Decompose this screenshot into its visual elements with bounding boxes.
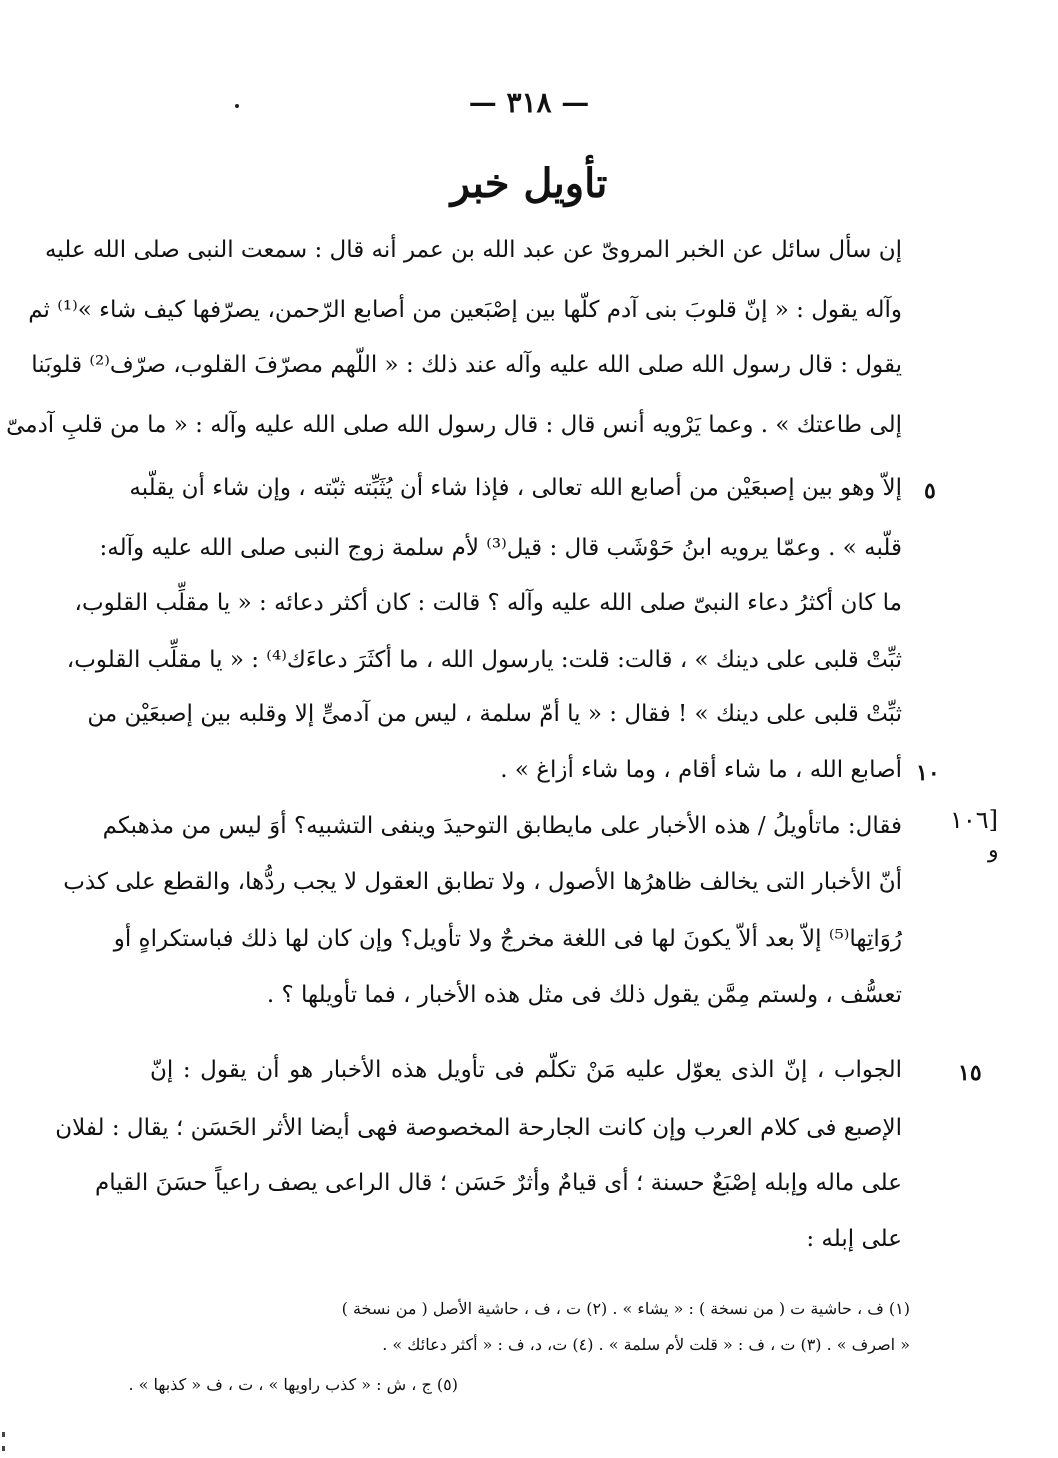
text-line: على ماله وإبله إصْبَعٌ حسنة ؛ أى قيامٌ وأثرٌ حَسَن ؛ قال الراعى يصف راعياً حسَنَ القيام bbox=[94, 1170, 902, 1196]
text-line: إلى طاعتك » . وعما يَرْويه أنس قال : قال رسول الله صلى الله عليه وآله : « ما من قلبِ آدمىّ bbox=[6, 412, 902, 438]
edge-speck bbox=[2, 1446, 5, 1451]
folio-side: و bbox=[988, 838, 999, 863]
footnote-line: « اصرف » . (٣) ت ، ف : « قلت لأم سلمة » . (٤) ت، د، ف : « أكثر دعائك » . bbox=[382, 1335, 910, 1354]
section-title: تأويل خبر bbox=[450, 160, 608, 207]
footnote-line: (١) ف ، حاشية ت ( من نسخة ) : « يشاء » . (٢) ت ، ف ، حاشية الأصل ( من نسخة ) bbox=[341, 1299, 910, 1318]
text-line: ثبِّتْ قلبى على دينك » ، قالت: قلت: يارسول الله ، ما أكثَرَ دعاءَك⁽⁴⁾ : « يا مقلِّب القلوب، bbox=[66, 647, 902, 673]
text-line: ثبِّتْ قلبى على دينك » ! فقال : « يا أمّ سلمة ، ليس من آدمىٍّ إلا وقلبه بين إصبعَيْن من bbox=[87, 701, 902, 727]
footnote-line: (٥) ج ، ش : « كذب راويها » ، ت ، ف « كذبها » . bbox=[128, 1375, 458, 1394]
text-line: أصابع الله ، ما شاء أقام ، وما شاء أزاغ » . bbox=[500, 757, 902, 783]
edge-speck bbox=[2, 1432, 5, 1437]
text-line: الإصبع فى كلام العرب وإن كانت الجارحة المخصوصة فهى أيضا الأثر الحَسَن ؛ يقال : لفلان bbox=[55, 1115, 902, 1141]
text-line: رُوَاتِها⁽⁵⁾ إلاّ بعد ألاّ يكونَ لها فى اللغة مخرجٌ ولا تأويل؟ وإن كان لها ذلك فباستكراهٍ أو bbox=[113, 926, 902, 952]
text-line: إلاّ وهو بين إصبعَيْن من أصابع الله تعالى ، فإذا شاء أن يُثَبِّته ثبّته ، وإن شاء أن يقلّبه bbox=[129, 475, 902, 501]
line-number-10: ١٠ bbox=[916, 760, 940, 786]
folio-marker: [١٠٦ bbox=[950, 806, 999, 834]
text-line: الجواب ، إنّ الذى يعوّل عليه مَنْ تكلّم فى تأويل هذه الأخبار هو أن يقول : إنّ bbox=[150, 1057, 902, 1083]
ink-speck bbox=[235, 104, 239, 108]
line-number-5: ٥ bbox=[924, 478, 936, 504]
text-line: إن سأل سائل عن الخبر المروىّ عن عبد الله بن عمر أنه قال : سمعت النبى صلى الله عليه bbox=[44, 237, 902, 263]
text-line: يقول : قال رسول الله صلى الله عليه وآله عند ذلك : « اللّهم مصرّفَ القلوب، صرّف⁽²⁾ قلوبَنا bbox=[31, 352, 902, 378]
text-line: على إبله : bbox=[806, 1226, 902, 1252]
text-line: تعسُّف ، ولستم مِمَّن يقول ذلك فى مثل هذه الأخبار ، فما تأويلها ؟ . bbox=[266, 982, 902, 1008]
text-line: أنّ الأخبار التى يخالف ظاهرُها الأصول ، ولا تطابق العقول لا يجب ردُّها، والقطع على كذب bbox=[63, 869, 902, 895]
text-line: وآله يقول : « إنّ قلوبَ بنى آدم كلّها بين إصْبَعين من أصابع الرّحمن، يصرّفها كيف شاء »⁽¹⁾ ثم bbox=[28, 297, 902, 323]
text-line: فقال: ماتأويلُ / هذه الأخبار على مايطابق التوحيدَ وينفى التشبيه؟ أوَ ليس من مذهبكم bbox=[102, 813, 902, 839]
page-number: — ٣١٨ — bbox=[468, 86, 590, 119]
line-number-15: ١٥ bbox=[958, 1060, 982, 1086]
text-line: قلّبه » . وعمّا يرويه ابنُ حَوْشَب قال : قيل⁽³⁾ لأم سلمة زوج النبى صلى الله عليه وآله: bbox=[99, 535, 902, 561]
text-line: ما كان أكثرُ دعاء النبىّ صلى الله عليه وآله ؟ قالت : كان أكثر دعائه : « يا مقلِّب القلوب، bbox=[74, 590, 902, 616]
